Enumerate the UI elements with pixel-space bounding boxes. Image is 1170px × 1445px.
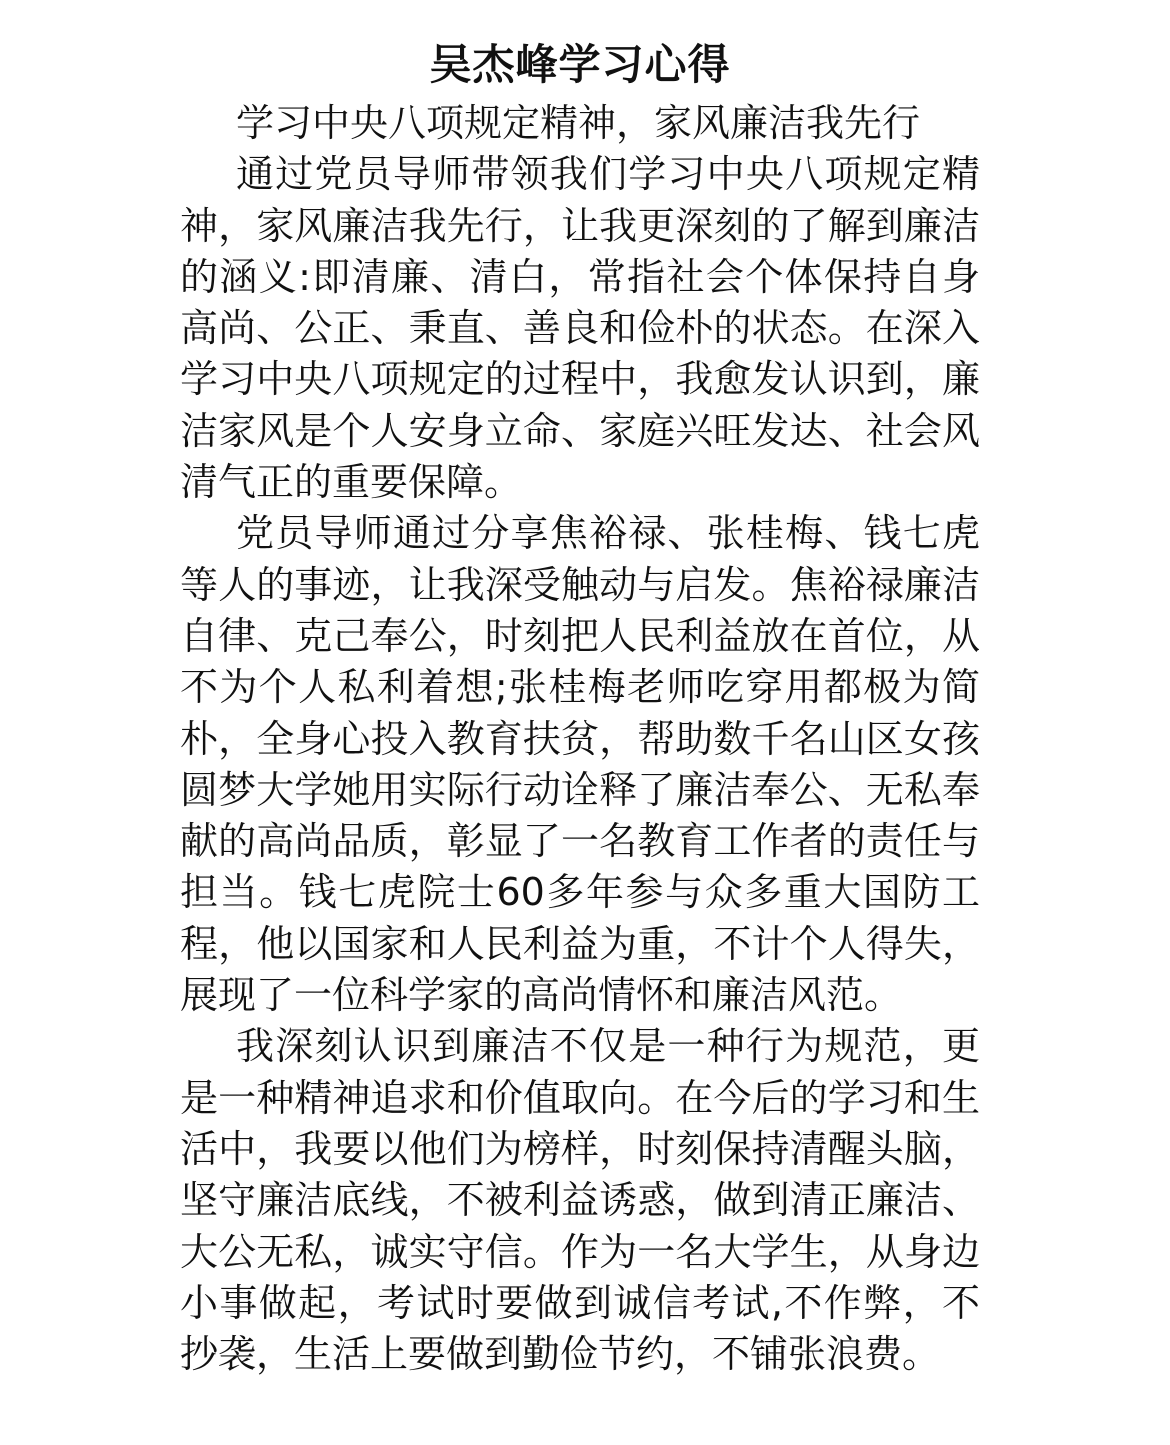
body-paragraph-3: 我深刻认识到廉洁不仅是一种行为规范，更是一种精神追求和价值取向。在今后的学习和生活中，我要以他们为榜样，时刻保持清醒头脑，坚守廉洁底线，不被利益诱惑，做到清正廉洁、大公无私，诚实守信。作为一名大学生，从身边小事做起，考试时要做到诚信考试,不作弊，不抄袭，生活上要做到勤俭节约，不铺张浪费。: [180, 1024, 980, 1377]
body-paragraph-1: 通过党员导师带领我们学习中央八项规定精神，家风廉洁我先行，让我更深刻的了解到廉洁的涵义:即清廉、清白，常指社会个体保持自身高尚、公正、秉直、善良和俭朴的状态。在深入学习中央八项规定的过程中，我愈发认识到，廉洁家风是个人安身立命、家庭兴旺发达、社会风清气正的重要保障。: [180, 152, 980, 505]
document: [180, 32, 980, 1380]
body-paragraph-2: 党员导师通过分享焦裕禄、张桂梅、钱七虎等人的事迹，让我深受触动与启发。焦裕禄廉洁自律、克己奉公，时刻把人民利益放在首位，从不为个人私利着想;张桂梅老师吃穿用都极为简朴，全身心投入教育扶贫，帮助数千名山区女孩圆梦大学她用实际行动诠释了廉洁奉公、无私奉献的高尚品质，彰显了一名教育工作者的责任与担当。钱七虎院士60多年参与众多重大国防工程，他以国家和人民利益为重，不计个人得失，展现了一位科学家的高尚情怀和廉洁风范。: [180, 511, 980, 1018]
subtitle-paragraph: 学习中央八项规定精神，家风廉洁我先行: [236, 101, 921, 145]
document-title: 吴杰峰学习心得: [429, 40, 731, 89]
